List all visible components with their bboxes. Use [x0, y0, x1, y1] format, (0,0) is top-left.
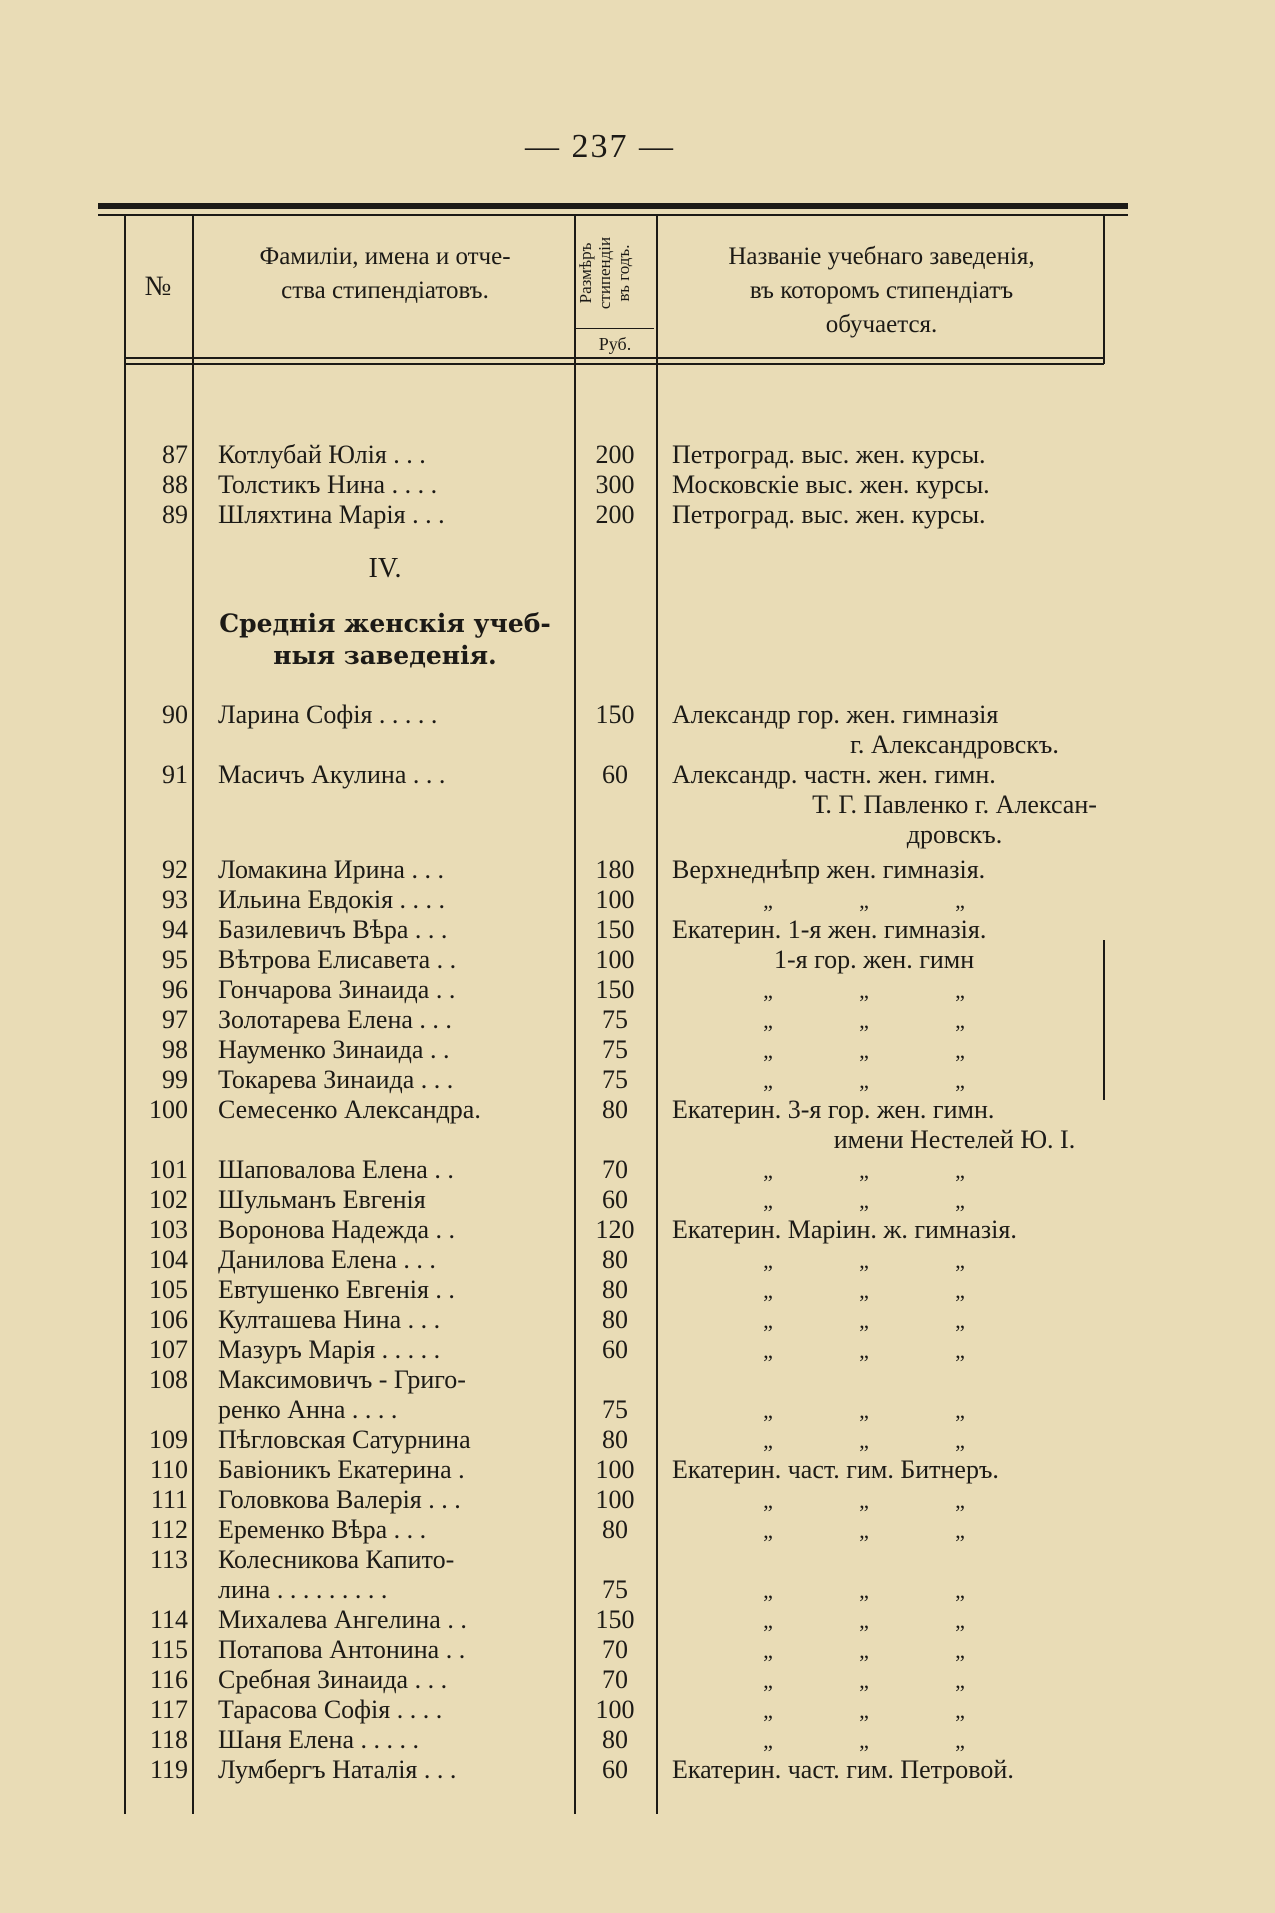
stipendiary-name: Семесенко Александра.	[218, 1095, 481, 1124]
ditto-mark: „	[859, 1068, 869, 1093]
row-number: 108	[149, 1365, 188, 1394]
stipendiary-name: Еременко Вѣра . . .	[218, 1515, 427, 1544]
section-number: IV.	[368, 553, 402, 584]
row-number: 104	[149, 1245, 188, 1274]
stipend-amount: 75	[602, 1065, 628, 1094]
ditto-mark: „	[763, 1398, 773, 1423]
stipend-amount: 60	[602, 1335, 628, 1364]
ditto-marks	[720, 1665, 1275, 1696]
row-number: 95	[162, 945, 188, 974]
stipendiary-name: Шляхтина Марія . . .	[218, 500, 445, 529]
ditto-mark: „	[859, 1698, 869, 1723]
ditto-mark: „	[763, 1278, 773, 1303]
ditto-marks	[720, 1305, 1275, 1336]
table-row-continued	[124, 1125, 1124, 1155]
table-row	[124, 1425, 1124, 1455]
stipend-amount: 100	[595, 1455, 635, 1484]
table-row	[124, 1725, 1124, 1755]
ditto-marks	[720, 1725, 1275, 1756]
stipendiary-name: Воронова Надежда . .	[218, 1215, 456, 1244]
table-row	[124, 1005, 1124, 1035]
header-institution-line: въ которомъ стипендіатъ	[749, 277, 1014, 304]
page-number: — 237 —	[525, 128, 675, 165]
table-row	[124, 855, 1124, 885]
ditto-mark: „	[859, 1188, 869, 1213]
ditto-marks	[720, 1515, 1275, 1546]
ditto-mark: „	[763, 1488, 773, 1513]
ditto-marks	[720, 975, 1275, 1006]
table-row	[124, 945, 1124, 975]
stipend-amount: 80	[602, 1275, 628, 1304]
row-number: 91	[162, 760, 188, 789]
table-row	[124, 470, 1124, 500]
ditto-mark: „	[763, 1008, 773, 1033]
institution-name: Московскіе выс. жен. курсы.	[672, 470, 990, 499]
institution-name: Екатерин. част. гим. Битнеръ.	[672, 1455, 999, 1484]
table-row	[124, 915, 1124, 945]
ditto-mark: „	[859, 1008, 869, 1033]
ditto-marks	[720, 1035, 1275, 1066]
table-row	[124, 1155, 1124, 1185]
stipendiary-name: Масичъ Акулина . . .	[218, 760, 446, 789]
ditto-mark: „	[763, 978, 773, 1003]
row-number: 92	[162, 855, 188, 884]
stipend-amount: 75	[602, 1575, 628, 1604]
table-row	[124, 1545, 1124, 1575]
ditto-mark: „	[859, 1278, 869, 1303]
ditto-marks	[720, 1275, 1275, 1306]
table-row	[124, 1605, 1124, 1635]
institution-name-continued: г. Александровскъ.	[850, 730, 1059, 759]
stipend-amount: 80	[602, 1245, 628, 1274]
ditto-mark: „	[763, 1638, 773, 1663]
ditto-mark: „	[955, 1698, 965, 1723]
row-number: 107	[149, 1335, 188, 1364]
header-bottom-rule-2	[124, 363, 1104, 365]
stipend-amount: 80	[602, 1305, 628, 1334]
table-row	[124, 500, 1124, 530]
table-row	[124, 1305, 1124, 1335]
institution-name: Петроград. выс. жен. курсы.	[672, 500, 986, 529]
ditto-mark: „	[955, 1308, 965, 1333]
ditto-mark: „	[763, 1668, 773, 1693]
stipend-amount: 60	[602, 1755, 628, 1784]
stipend-amount: 100	[595, 1695, 635, 1724]
ditto-mark: „	[955, 1428, 965, 1453]
ditto-mark: „	[955, 1668, 965, 1693]
ditto-mark: „	[859, 978, 869, 1003]
institution-name-continued: дровскъ.	[906, 820, 1003, 849]
stipendiary-name: Головкова Валерія . . .	[218, 1485, 461, 1514]
stipend-amount: 100	[595, 1485, 635, 1514]
row-number: 112	[149, 1515, 188, 1544]
ditto-mark: „	[763, 1728, 773, 1753]
header-name-line: ства стипендіатовъ.	[281, 277, 489, 304]
stipendiary-name: Шульманъ Евгенія	[218, 1185, 426, 1214]
stipendiary-name: Токарева Зинаида . . .	[218, 1065, 454, 1094]
stipendiary-name: Шаня Елена . . . . .	[218, 1725, 419, 1754]
ditto-mark: „	[859, 1518, 869, 1543]
stipend-amount: 180	[595, 855, 635, 884]
ditto-mark: „	[955, 1338, 965, 1363]
stipend-amount: 200	[595, 500, 635, 529]
stipendiary-name: Мазуръ Марія . . . . .	[218, 1335, 441, 1364]
stipendiary-name: Култашева Нина . . .	[218, 1305, 441, 1334]
table-row	[124, 1695, 1124, 1725]
ditto-mark: „	[859, 1428, 869, 1453]
table-row	[124, 1095, 1124, 1125]
section-title	[200, 608, 570, 672]
stipend-amount: 80	[602, 1725, 628, 1754]
ditto-marks	[720, 1605, 1275, 1636]
stipend-amount: 150	[595, 700, 635, 729]
ditto-mark: „	[859, 888, 869, 913]
row-number: 116	[149, 1665, 188, 1694]
table-row	[124, 1755, 1124, 1785]
ditto-marks	[720, 1635, 1275, 1666]
stipendiary-name: Ломакина Ирина . . .	[218, 855, 444, 884]
table-row	[124, 1365, 1124, 1395]
table-row	[124, 1485, 1124, 1515]
stipend-amount: 200	[595, 440, 635, 469]
ditto-mark: „	[859, 1308, 869, 1333]
stipendiary-name: Данилова Елена . . .	[218, 1245, 436, 1274]
ditto-mark: „	[763, 1068, 773, 1093]
institution-name: Екатерин. Маріин. ж. гимназія.	[672, 1215, 1017, 1244]
table-row	[124, 1215, 1124, 1245]
column-header-unit: Руб.	[598, 334, 632, 354]
stipend-amount: 75	[602, 1035, 628, 1064]
stipendiary-name: Лумбергъ Наталія . . .	[218, 1755, 457, 1784]
institution-name: Екатерин. 3-я гор. жен. гимн.	[672, 1095, 995, 1124]
stipend-amount: 70	[602, 1635, 628, 1664]
ditto-marks	[720, 1695, 1275, 1726]
row-number: 89	[162, 500, 188, 529]
ditto-mark: „	[859, 1608, 869, 1633]
section-title-line: Среднія женскія учеб-	[219, 609, 551, 638]
row-number: 98	[162, 1035, 188, 1064]
ditto-marks	[720, 1425, 1275, 1456]
table-row	[124, 1185, 1124, 1215]
table-row	[124, 440, 1124, 470]
stipend-amount: 150	[595, 1605, 635, 1634]
ditto-mark: „	[859, 1578, 869, 1603]
ditto-mark: „	[955, 1068, 965, 1093]
ditto-mark: „	[763, 1038, 773, 1063]
stipendiary-name: Вѣтрова Елисавета . .	[218, 945, 457, 974]
column-header-name	[200, 240, 570, 308]
ditto-mark: „	[955, 1158, 965, 1183]
institution-name: Екатерин. част. гим. Петровой.	[672, 1755, 1014, 1784]
header-name-line: Фамиліи, имена и отче-	[259, 243, 511, 270]
ditto-marks	[720, 1395, 1275, 1426]
stipend-amount: 70	[602, 1665, 628, 1694]
institution-name: Александр гор. жен. гимназія	[672, 700, 999, 729]
stipendiary-name: Гончарова Зинаида . .	[218, 975, 456, 1004]
header-bottom-rule	[124, 357, 1104, 359]
header-amount-line: въ годъ.	[614, 244, 633, 302]
institution-name: 1-я гор. жен. гимн	[774, 945, 975, 974]
ditto-marks	[720, 1335, 1275, 1366]
stipend-amount: 60	[602, 1185, 628, 1214]
ditto-mark: „	[859, 1728, 869, 1753]
stipend-amount: 100	[595, 945, 635, 974]
row-number: 102	[149, 1185, 188, 1214]
stipend-amount: 100	[595, 885, 635, 914]
table-row	[124, 975, 1124, 1005]
table-row-continued	[124, 730, 1124, 760]
table-row	[124, 1335, 1124, 1365]
row-number: 110	[149, 1455, 188, 1484]
stipendiary-name: Золотарева Елена . . .	[218, 1005, 452, 1034]
ditto-mark: „	[763, 888, 773, 913]
row-number: 94	[162, 915, 188, 944]
table-row-continued	[124, 790, 1124, 820]
ditto-mark: „	[763, 1248, 773, 1273]
row-number: 88	[162, 470, 188, 499]
row-number: 103	[149, 1215, 188, 1244]
row-number: 100	[149, 1095, 188, 1124]
ditto-mark: „	[859, 1338, 869, 1363]
stipend-amount: 75	[602, 1395, 628, 1424]
stipend-amount: 60	[602, 760, 628, 789]
row-number: 87	[162, 440, 188, 469]
table-row	[124, 1245, 1124, 1275]
table-row-continued	[124, 1395, 1124, 1425]
row-number: 90	[162, 700, 188, 729]
row-number: 101	[149, 1155, 188, 1184]
ditto-mark: „	[763, 1338, 773, 1363]
ditto-marks	[720, 1005, 1275, 1036]
ditto-mark: „	[955, 1518, 965, 1543]
ditto-mark: „	[763, 1188, 773, 1213]
table-row	[124, 1065, 1124, 1095]
ditto-marks	[720, 1485, 1275, 1516]
header-institution-line: обучается.	[825, 311, 938, 338]
column-header-institution	[660, 240, 1103, 342]
ditto-mark: „	[763, 1308, 773, 1333]
ditto-marks	[720, 1245, 1275, 1276]
ditto-marks	[720, 1185, 1275, 1216]
stipendiary-name: Базилевичъ Вѣра . . .	[218, 915, 448, 944]
ditto-mark: „	[859, 1638, 869, 1663]
header-institution-line: Названіе учебнаго заведенія,	[728, 243, 1035, 270]
ditto-mark: „	[859, 1488, 869, 1513]
ditto-mark: „	[763, 1608, 773, 1633]
row-number: 97	[162, 1005, 188, 1034]
stipend-amount: 75	[602, 1005, 628, 1034]
row-number: 114	[149, 1605, 188, 1634]
row-number: 118	[149, 1725, 188, 1754]
ditto-mark: „	[763, 1158, 773, 1183]
row-number: 93	[162, 885, 188, 914]
ditto-marks	[720, 1065, 1275, 1096]
row-number: 119	[149, 1755, 188, 1784]
ditto-mark: „	[763, 1518, 773, 1543]
ditto-mark: „	[955, 1398, 965, 1423]
header-amount-line: стипендіи	[595, 236, 614, 310]
table-row	[124, 885, 1124, 915]
ditto-mark: „	[955, 978, 965, 1003]
ditto-mark: „	[859, 1668, 869, 1693]
row-number: 117	[149, 1695, 188, 1724]
stipend-amount: 70	[602, 1155, 628, 1184]
stipendiary-name: Котлубай Юлія . . .	[218, 440, 426, 469]
section-title-line: ныя заведенія.	[273, 641, 497, 670]
ditto-mark: „	[955, 1578, 965, 1603]
stipendiary-name: Шаповалова Елена . .	[218, 1155, 454, 1184]
institution-name-continued: имени Нестелей Ю. І.	[833, 1125, 1076, 1154]
header-amount-line: Размѣръ	[576, 242, 595, 304]
institution-name-continued: Т. Г. Павленко г. Алексан-	[812, 790, 1097, 819]
header-top-rule-thin	[98, 214, 1128, 216]
stipendiary-name: Тарасова Софія . . . .	[218, 1695, 443, 1724]
stipendiary-name: Науменко Зинаида . .	[218, 1035, 450, 1064]
ditto-marks	[720, 1575, 1275, 1606]
stipendiary-name: Колесникова Капито-	[218, 1545, 455, 1574]
stipend-amount: 80	[602, 1095, 628, 1124]
header-top-rule	[98, 203, 1128, 209]
table-row	[124, 1275, 1124, 1305]
ditto-mark: „	[955, 1188, 965, 1213]
row-number: 109	[149, 1425, 188, 1454]
table-row	[124, 1665, 1124, 1695]
institution-name: Петроград. выс. жен. курсы.	[672, 440, 986, 469]
stipendiary-name: Потапова Антонина . .	[218, 1635, 466, 1664]
ditto-mark: „	[955, 1728, 965, 1753]
table-row	[124, 1035, 1124, 1065]
header-unit-divider	[576, 328, 654, 329]
stipendiary-name: Ильина Евдокія . . . .	[218, 885, 446, 914]
stipendiary-name: Ларина Софія . . . . .	[218, 700, 438, 729]
table-row	[124, 760, 1124, 790]
row-number: 105	[149, 1275, 188, 1304]
table-row	[124, 1635, 1124, 1665]
row-number: 99	[162, 1065, 188, 1094]
table-row-continued	[124, 1575, 1124, 1605]
table-row	[124, 1515, 1124, 1545]
institution-name: Верхнеднѣпр жен. гимназія.	[672, 855, 986, 884]
column-header-amount	[576, 218, 654, 328]
ditto-mark: „	[763, 1698, 773, 1723]
ditto-mark: „	[859, 1248, 869, 1273]
row-number: 96	[162, 975, 188, 1004]
table-row	[124, 700, 1124, 730]
stipendiary-name: Михалева Ангелина . .	[218, 1605, 467, 1634]
institution-name: Екатерин. 1-я жен. гимназія.	[672, 915, 987, 944]
column-divider	[1103, 214, 1105, 364]
stipendiary-name: Толстикъ Нина . . . .	[218, 470, 438, 499]
institution-name: Александр. частн. жен. гимн.	[672, 760, 996, 789]
ditto-mark: „	[859, 1158, 869, 1183]
ditto-marks	[720, 885, 1275, 916]
row-number: 106	[149, 1305, 188, 1334]
ditto-mark: „	[955, 1278, 965, 1303]
stipend-amount: 300	[595, 470, 635, 499]
ditto-mark: „	[859, 1038, 869, 1063]
row-number: 111	[150, 1485, 188, 1514]
stipend-amount: 80	[602, 1425, 628, 1454]
ditto-mark: „	[955, 1008, 965, 1033]
stipend-amount: 80	[602, 1515, 628, 1544]
table-row-continued	[124, 820, 1124, 850]
stipend-amount: 150	[595, 915, 635, 944]
row-number: 115	[149, 1635, 188, 1664]
stipendiary-name: Пѣгловская Сатурнина	[218, 1425, 471, 1454]
ditto-mark: „	[955, 1638, 965, 1663]
stipendiary-name: Бавіоникъ Екатерина .	[218, 1455, 465, 1484]
ditto-mark: „	[763, 1578, 773, 1603]
ditto-mark: „	[955, 1038, 965, 1063]
ditto-marks	[720, 1155, 1275, 1186]
stipend-amount: 150	[595, 975, 635, 1004]
ditto-mark: „	[955, 1248, 965, 1273]
ditto-mark: „	[955, 1488, 965, 1513]
ditto-mark: „	[763, 1428, 773, 1453]
stipendiary-name: Евтушенко Евгенія . .	[218, 1275, 455, 1304]
ditto-mark: „	[955, 1608, 965, 1633]
table-row	[124, 1455, 1124, 1485]
row-number: 113	[149, 1545, 188, 1574]
stipend-amount: 120	[595, 1215, 635, 1244]
stipendiary-name: Максимовичъ - Григо-	[218, 1365, 466, 1394]
stipendiary-name-continued: ренко Анна . . . .	[218, 1395, 398, 1424]
stipendiary-name-continued: лина . . . . . . . . .	[218, 1575, 388, 1604]
column-header-number: №	[144, 271, 172, 302]
stipendiary-name: Сребная Зинаида . . .	[218, 1665, 448, 1694]
ditto-mark: „	[859, 1398, 869, 1423]
ditto-mark: „	[955, 888, 965, 913]
